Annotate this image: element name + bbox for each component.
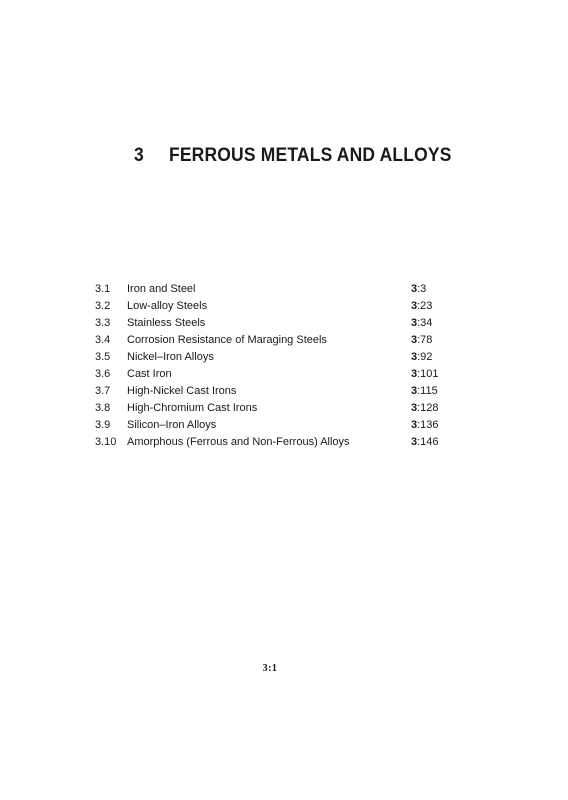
toc-section-title: High-Nickel Cast Irons	[127, 385, 237, 397]
toc-entry	[95, 383, 465, 400]
toc-page-chapter: 3	[411, 385, 418, 397]
toc-page-chapter: 3	[411, 317, 418, 329]
toc-page-reference	[411, 417, 439, 434]
toc-section-title: Corrosion Resistance of Maraging Steels	[127, 334, 327, 346]
toc-section-title: High-Chromium Cast Irons	[127, 402, 258, 414]
chapter-title: FERROUS METALS AND ALLOYS	[168, 145, 452, 166]
toc-page-reference	[411, 349, 432, 366]
toc-page-chapter: 3	[411, 300, 418, 312]
toc-page-reference	[411, 400, 439, 417]
toc-page-chapter: 3	[411, 436, 418, 448]
toc-page-chapter: 3	[411, 283, 418, 295]
toc-section-number: 3.4	[95, 334, 111, 346]
toc-page-number: :3	[417, 283, 427, 295]
toc-entry	[95, 400, 465, 417]
toc-section-number: 3.5	[95, 351, 111, 363]
toc-section-number: 3.7	[95, 385, 111, 397]
toc-page-number: :23	[417, 300, 433, 312]
chapter-heading	[134, 145, 452, 167]
toc-page-number: :146	[417, 436, 439, 448]
toc-page-number: :136	[417, 419, 439, 431]
toc-page-chapter: 3	[411, 351, 418, 363]
toc-section-title: Low-alloy Steels	[127, 300, 208, 312]
toc-entry	[95, 315, 465, 332]
toc-page-number: :78	[417, 334, 433, 346]
toc-section-number: 3.9	[95, 419, 111, 431]
toc-section-number: 3.6	[95, 368, 111, 380]
table-of-contents	[95, 281, 465, 451]
toc-entry	[95, 349, 465, 366]
toc-entry	[95, 417, 465, 434]
toc-page-reference	[411, 281, 426, 298]
toc-entry	[95, 298, 465, 315]
toc-section-title: Nickel–Iron Alloys	[127, 351, 214, 363]
toc-section-number: 3.3	[95, 317, 111, 329]
toc-page-chapter: 3	[411, 334, 418, 346]
toc-page-chapter: 3	[411, 402, 418, 414]
toc-section-title: Stainless Steels	[127, 317, 206, 329]
toc-page-chapter: 3	[411, 368, 418, 380]
toc-entry	[95, 366, 465, 383]
toc-page-number: :115	[417, 385, 438, 397]
toc-page-reference	[411, 332, 432, 349]
toc-section-number: 3.1	[95, 283, 111, 295]
toc-page-number: :101	[417, 368, 439, 380]
toc-page-number: :128	[417, 402, 439, 414]
toc-entry	[95, 332, 465, 349]
toc-section-number: 3.10	[95, 436, 117, 448]
toc-page-reference	[411, 366, 439, 383]
toc-section-title: Iron and Steel	[127, 283, 196, 295]
toc-section-number: 3.2	[95, 300, 111, 312]
toc-entry	[95, 281, 465, 298]
toc-page-reference	[411, 315, 432, 332]
toc-section-title: Silicon–Iron Alloys	[127, 419, 217, 431]
page-folio: 3:1	[262, 663, 278, 674]
toc-section-title: Cast Iron	[127, 368, 172, 380]
toc-page-chapter: 3	[411, 419, 418, 431]
toc-page-reference	[411, 434, 439, 451]
toc-page-number: :34	[417, 317, 433, 329]
toc-page-number: :92	[417, 351, 433, 363]
chapter-number: 3	[134, 145, 144, 166]
toc-section-title: Amorphous (Ferrous and Non-Ferrous) Alloys	[127, 436, 350, 448]
toc-entry	[95, 434, 465, 451]
toc-page-reference	[411, 383, 438, 400]
toc-section-number: 3.8	[95, 402, 111, 414]
toc-page-reference	[411, 298, 432, 315]
